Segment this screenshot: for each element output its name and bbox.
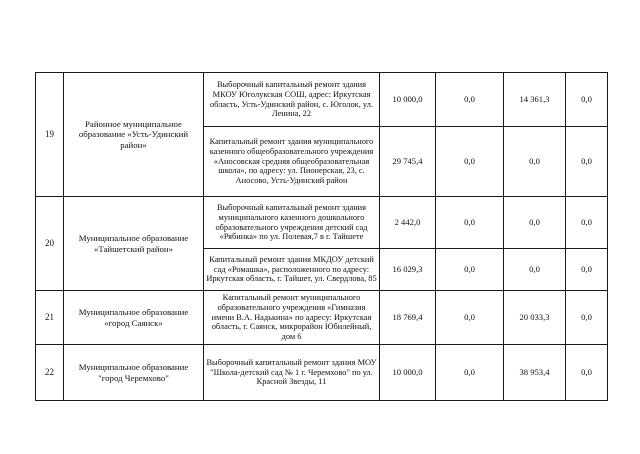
table-row xyxy=(36,197,608,249)
object-description: Выборочный капитальный ремонт здания муниципального казенного дошкольного образовательного учреждения детский сад «Рябинка» по ул. Полевая,7 в г. Тайшете xyxy=(204,197,380,249)
value-cell: 0,0 xyxy=(436,291,504,345)
row-number: 22 xyxy=(36,345,64,401)
object-description: Выборочный капитальный ремонт здания МКОУ Юголукская СОШ, адрес: Иркутская область, Усть-Удинский район, с. Юголок, ул. Ленина, 22 xyxy=(204,73,380,127)
funding-table xyxy=(35,72,608,401)
value-cell: 20 033,3 xyxy=(504,291,566,345)
municipality-cell: Муниципальное образование "город Черемхово" xyxy=(64,345,204,401)
value-cell: 0,0 xyxy=(436,197,504,249)
value-cell: 38 953,4 xyxy=(504,345,566,401)
value-cell: 0,0 xyxy=(436,73,504,127)
object-description: Капитальный ремонт здания муниципального казенного общеобразовательного учреждения «Аносовская средняя общеобразовательная школа», по адресу: ул. Пионерская, 23, с. Аносово, Усть-Удинский район xyxy=(204,127,380,197)
table-row xyxy=(36,291,608,345)
row-number: 20 xyxy=(36,197,64,291)
municipality-cell: Муниципальное образование «Тайшетский район» xyxy=(64,197,204,291)
value-cell: 0,0 xyxy=(566,249,608,291)
value-cell: 0,0 xyxy=(566,345,608,401)
value-cell: 0,0 xyxy=(504,127,566,197)
value-cell: 10 000,0 xyxy=(380,345,436,401)
row-number: 21 xyxy=(36,291,64,345)
value-cell: 0,0 xyxy=(566,197,608,249)
value-cell: 0,0 xyxy=(504,197,566,249)
value-cell: 29 745,4 xyxy=(380,127,436,197)
value-cell: 2 442,0 xyxy=(380,197,436,249)
table-row xyxy=(36,73,608,127)
table-row xyxy=(36,345,608,401)
value-cell: 18 769,4 xyxy=(380,291,436,345)
value-cell: 0,0 xyxy=(436,127,504,197)
object-description: Выборочный капитальный ремонт здания МОУ "Школа-детский сад № 1 г. Черемхово" по ул. Красной Звезды, 11 xyxy=(204,345,380,401)
municipality-cell: Районное муниципальное образование «Усть-Удинский район» xyxy=(64,73,204,197)
value-cell: 0,0 xyxy=(566,127,608,197)
object-description: Капитальный ремонт муниципального образовательного учреждения «Гимназия имени В.А. Надькина» по адресу: Иркутская область, г. Саянск, микрорайон Юбилейный, дом 6 xyxy=(204,291,380,345)
value-cell: 10 000,0 xyxy=(380,73,436,127)
value-cell: 0,0 xyxy=(566,291,608,345)
value-cell: 16 029,3 xyxy=(380,249,436,291)
value-cell: 0,0 xyxy=(436,249,504,291)
value-cell: 0,0 xyxy=(566,73,608,127)
municipality-cell: Муниципальное образование «город Саянск» xyxy=(64,291,204,345)
value-cell: 0,0 xyxy=(436,345,504,401)
row-number: 19 xyxy=(36,73,64,197)
object-description: Капитальный ремонт здания МКДОУ детский сад «Ромашка», расположенного по адресу: Иркутская область, г. Тайшет, ул. Свердлова, 85 xyxy=(204,249,380,291)
value-cell: 14 361,3 xyxy=(504,73,566,127)
value-cell: 0,0 xyxy=(504,249,566,291)
